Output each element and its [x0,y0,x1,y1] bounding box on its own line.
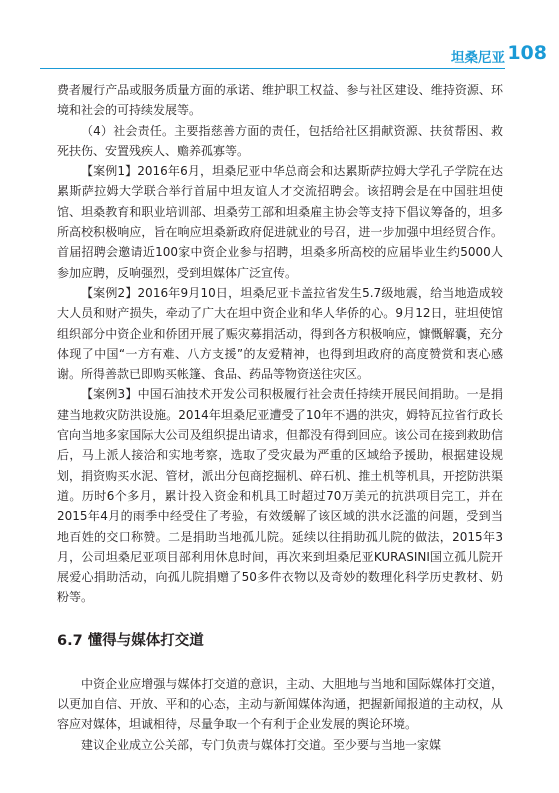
section-heading: 6.7 懂得与媒体打交道 [57,632,204,649]
header-rule [40,68,505,69]
paragraph-social-responsibility: （4）社会责任。主要指慈善方面的责任，包括给社区捐献资源、扶贫帮困、救死扶伤、安置残疾人、赡养孤寡等。 [57,123,503,158]
paragraph-case-2: 【案例2】2016年9月10日，坦桑尼亚卡盖拉省发生5.7级地震，给当地造成较大人员和财产损失，牵动了广大在坦中资企业和华人华侨的心。9月12日，驻坦使馆组织部分中资企业和侨团开展了赈灾募捐活动，得到各方积极响应，慷慨解囊，充分体现了中国“一方有难、八方支援”的友爱精神，也得到坦政府的高度赞赏和衷心感谢。所得善款已即购买帐篷、食品、药品等物资送往灾区。 [57,285,503,382]
page-body [57,80,503,755]
running-title: 坦桑尼亚 [451,50,505,66]
page-header [0,32,559,82]
paragraph-case-3: 【案例3】中国石油技术开发公司积极履行社会责任持续开展民间捐助。一是捐建当地救灾防洪设施。2014年坦桑尼亚遭受了10年不遇的洪灾，姆特瓦拉省行政长官向当地多家国际大公司及组织提出请求，但都没有得到回应。该公司在接到救助信后，马上派人接洽和实地考察，选取了受灾最为严重的区域给予援助，根据建设规划，捐资购买水泥、管材，派出分包商挖掘机、碎石机、推土机等机具，开挖防洪渠道。历时6个多月，累计投入资金和机具工时超过70万美元的抗洪项目完工，并在2015年4月的雨季中经受住了考验，有效缓解了该区域的洪水泛滥的问题，受到当地百姓的交口称赞。二是捐助当地孤儿院。延续以往捐助孤儿院的做法，2015年3月，公司坦桑尼亚项目部利用休息时间，再次来到坦桑尼亚KURASINI国立孤儿院开展爱心捐助活动，向孤儿院捐赠了50多件衣物以及奇妙的数理化科学历史教材、奶粉等。 [57,387,503,605]
paragraph-continuation: 费者履行产品或服务质量方面的承诺、维护职工权益、参与社区建设、维持资源、环境和社会的可持续发展等。 [57,83,503,118]
section-paragraph-2: 建议企业成立公关部，专门负责与媒体打交道。至少要与当地一家媒 [81,737,442,752]
section-paragraph-1: 中资企业应增强与媒体打交道的意识，主动、大胆地与当地和国际媒体打交道，以更加自信、开放、平和的心态，主动与新闻媒体沟通，把握新闻报道的主动权，从容应对媒体，坦诚相待，尽量争取一个有利于企业发展的舆论环境。 [57,676,503,732]
page-number: 108 [507,42,547,64]
paragraph-case-1: 【案例1】2016年6月，坦桑尼亚中华总商会和达累斯萨拉姆大学孔子学院在达累斯萨拉姆大学联合举行首届中坦友谊人才交流招聘会。该招聘会是在中国驻坦使馆、坦桑教育和职业培训部、坦桑劳工部和坦桑雇主协会等支持下倡议筹备的，坦多所高校积极响应，旨在响应坦桑新政府促进就业的号召，进一步加强中坦经贸合作。首届招聘会邀请近100家中资企业参与招聘，坦桑多所高校的应届毕业生约5000人参加应聘，反响强烈，受到坦媒体广泛宣传。 [57,164,503,280]
